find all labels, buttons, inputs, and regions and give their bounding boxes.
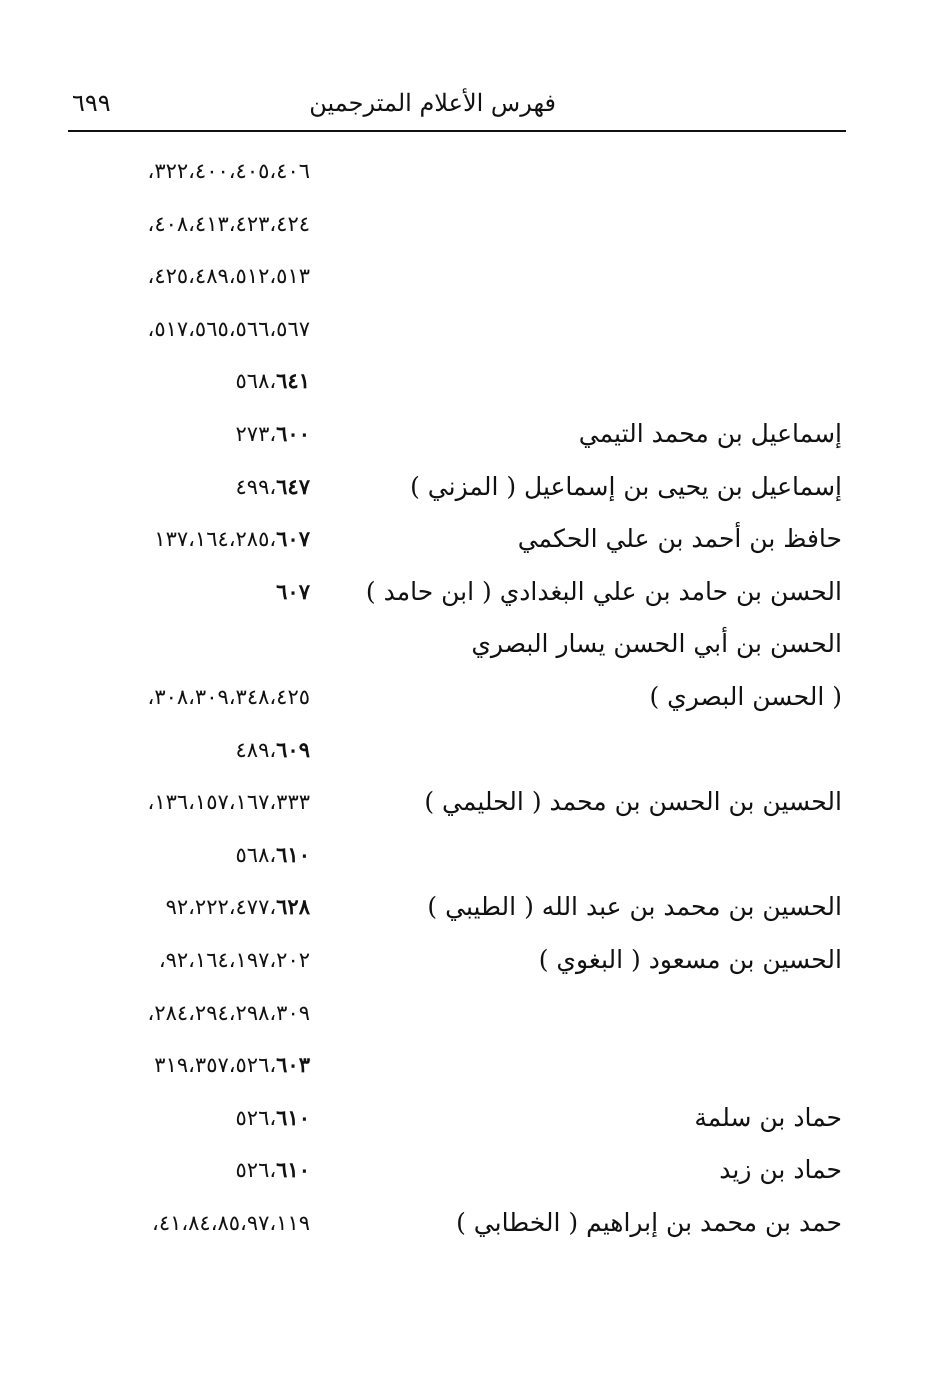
index-entry [0, 360, 938, 413]
page-number: ٦٩٩ [72, 89, 111, 117]
person-name: حماد بن زيد [719, 1155, 842, 1185]
page-list: ٥٢٦، [235, 1158, 277, 1183]
person-name: إسماعيل بن يحيى بن إسماعيل ( المزني ) [410, 471, 842, 501]
page-refs [70, 840, 310, 870]
index-entry [0, 939, 938, 992]
main-page: ٦٤٧ [276, 473, 310, 499]
index-entry [0, 992, 938, 1045]
page-refs [70, 787, 310, 817]
page-list: ٤٩٩، [235, 474, 277, 499]
page-list: ٥١٧،٥٦٥،٥٦٦،٥٦٧، [147, 316, 310, 341]
page-list: ٣٢٢،٤٠٠،٤٠٥،٤٠٦، [147, 159, 310, 183]
running-title: فهرس الأعلام المترجمين [309, 89, 556, 117]
page-header [72, 88, 844, 132]
main-page: ٦١٠ [276, 1104, 310, 1130]
page-list: ٤٨٩، [235, 737, 277, 762]
page-refs [70, 261, 310, 291]
page-list: ٣٠٨،٣٠٩،٣٤٨،٤٢٥، [147, 684, 310, 709]
page-refs [70, 1103, 310, 1133]
page-list: ٢٧٣، [235, 421, 277, 446]
main-page: ٦٠٣ [276, 1052, 310, 1078]
main-page: ٦٢٨ [276, 894, 310, 920]
page-refs [70, 314, 310, 344]
index-entry [0, 413, 938, 466]
person-name: حافظ بن أحمد بن علي الحكمي [517, 524, 842, 554]
page-list: ٩٢،٢٢٢،٤٧٧، [165, 895, 277, 920]
page-refs [70, 1050, 310, 1080]
index-entry [0, 1097, 938, 1150]
page-refs [70, 735, 310, 765]
page-list: ١٣٦،١٥٧،١٦٧،٣٣٣، [147, 790, 310, 815]
page-refs [70, 892, 310, 922]
index-entry [0, 886, 938, 939]
person-name: الحسين بن الحسن بن محمد ( الحليمي ) [424, 787, 842, 817]
page-refs [70, 682, 310, 712]
person-name: الحسين بن مسعود ( البغوي ) [538, 944, 842, 974]
person-name: الحسن بن أبي الحسن يسار البصري [471, 629, 842, 659]
page-refs [70, 419, 310, 449]
index-entry [0, 255, 938, 308]
index-entry [0, 623, 938, 676]
page-refs [70, 1155, 310, 1185]
person-name: حمد بن محمد بن إبراهيم ( الخطابي ) [456, 1207, 842, 1237]
index-entries [0, 150, 938, 1254]
index-entry [0, 203, 938, 256]
header-rule [68, 130, 846, 132]
page-refs [70, 945, 310, 975]
index-entry [0, 1202, 938, 1255]
main-page: ٦١٠ [276, 841, 310, 867]
page-refs [70, 366, 310, 396]
index-entry [0, 518, 938, 571]
page-refs [70, 524, 310, 554]
main-page: ٦٠٩ [276, 736, 310, 762]
index-entry [0, 571, 938, 624]
person-name: حماد بن سلمة [694, 1102, 842, 1132]
person-name: الحسين بن محمد بن عبد الله ( الطيبي ) [427, 892, 842, 922]
page-list: ٤٠٨،٤١٣،٤٢٣،٤٢٤، [147, 211, 310, 236]
index-entry [0, 150, 938, 203]
main-page: ٦٤١ [276, 368, 310, 394]
page-list: ٣١٩،٣٥٧،٥٢٦، [154, 1053, 277, 1078]
main-page: ٦١٠ [276, 1157, 310, 1183]
index-entry [0, 1149, 938, 1202]
index-entry [0, 1044, 938, 1097]
page-refs [70, 472, 310, 502]
index-entry [0, 676, 938, 729]
page-list: ٩٢،١٦٤،١٩٧،٢٠٢، [158, 947, 310, 972]
person-name: إسماعيل بن محمد التيمي [578, 418, 842, 448]
page-list: ٥٦٨، [235, 842, 277, 867]
main-page: ٦٠٧ [276, 526, 310, 552]
page-list: ٥٦٨، [235, 369, 277, 394]
page-refs [70, 998, 310, 1028]
person-name: ( الحسن البصري ) [649, 681, 842, 711]
index-entry [0, 308, 938, 361]
page-refs [70, 1208, 310, 1238]
index-entry [0, 729, 938, 782]
page-list: ٥٢٦، [235, 1105, 277, 1130]
page-refs [70, 156, 310, 186]
main-page: ٦٠٧ [276, 578, 310, 604]
page-refs [70, 209, 310, 239]
page-list: ٢٨٤،٢٩٤،٢٩٨،٣٠٩، [147, 1000, 310, 1025]
index-entry [0, 781, 938, 834]
index-entry [0, 834, 938, 887]
person-name: الحسن بن حامد بن علي البغدادي ( ابن حامد ) [365, 576, 842, 606]
page-list: ١٣٧،١٦٤،٢٨٥، [154, 527, 277, 552]
page-list: ٤١،٨٤،٨٥،٩٧،١١٩، [152, 1210, 310, 1235]
page-refs [70, 577, 310, 607]
main-page: ٦٠٠ [276, 420, 310, 446]
index-entry [0, 466, 938, 519]
page-list: ٤٢٥،٤٨٩،٥١٢،٥١٣، [147, 264, 310, 289]
